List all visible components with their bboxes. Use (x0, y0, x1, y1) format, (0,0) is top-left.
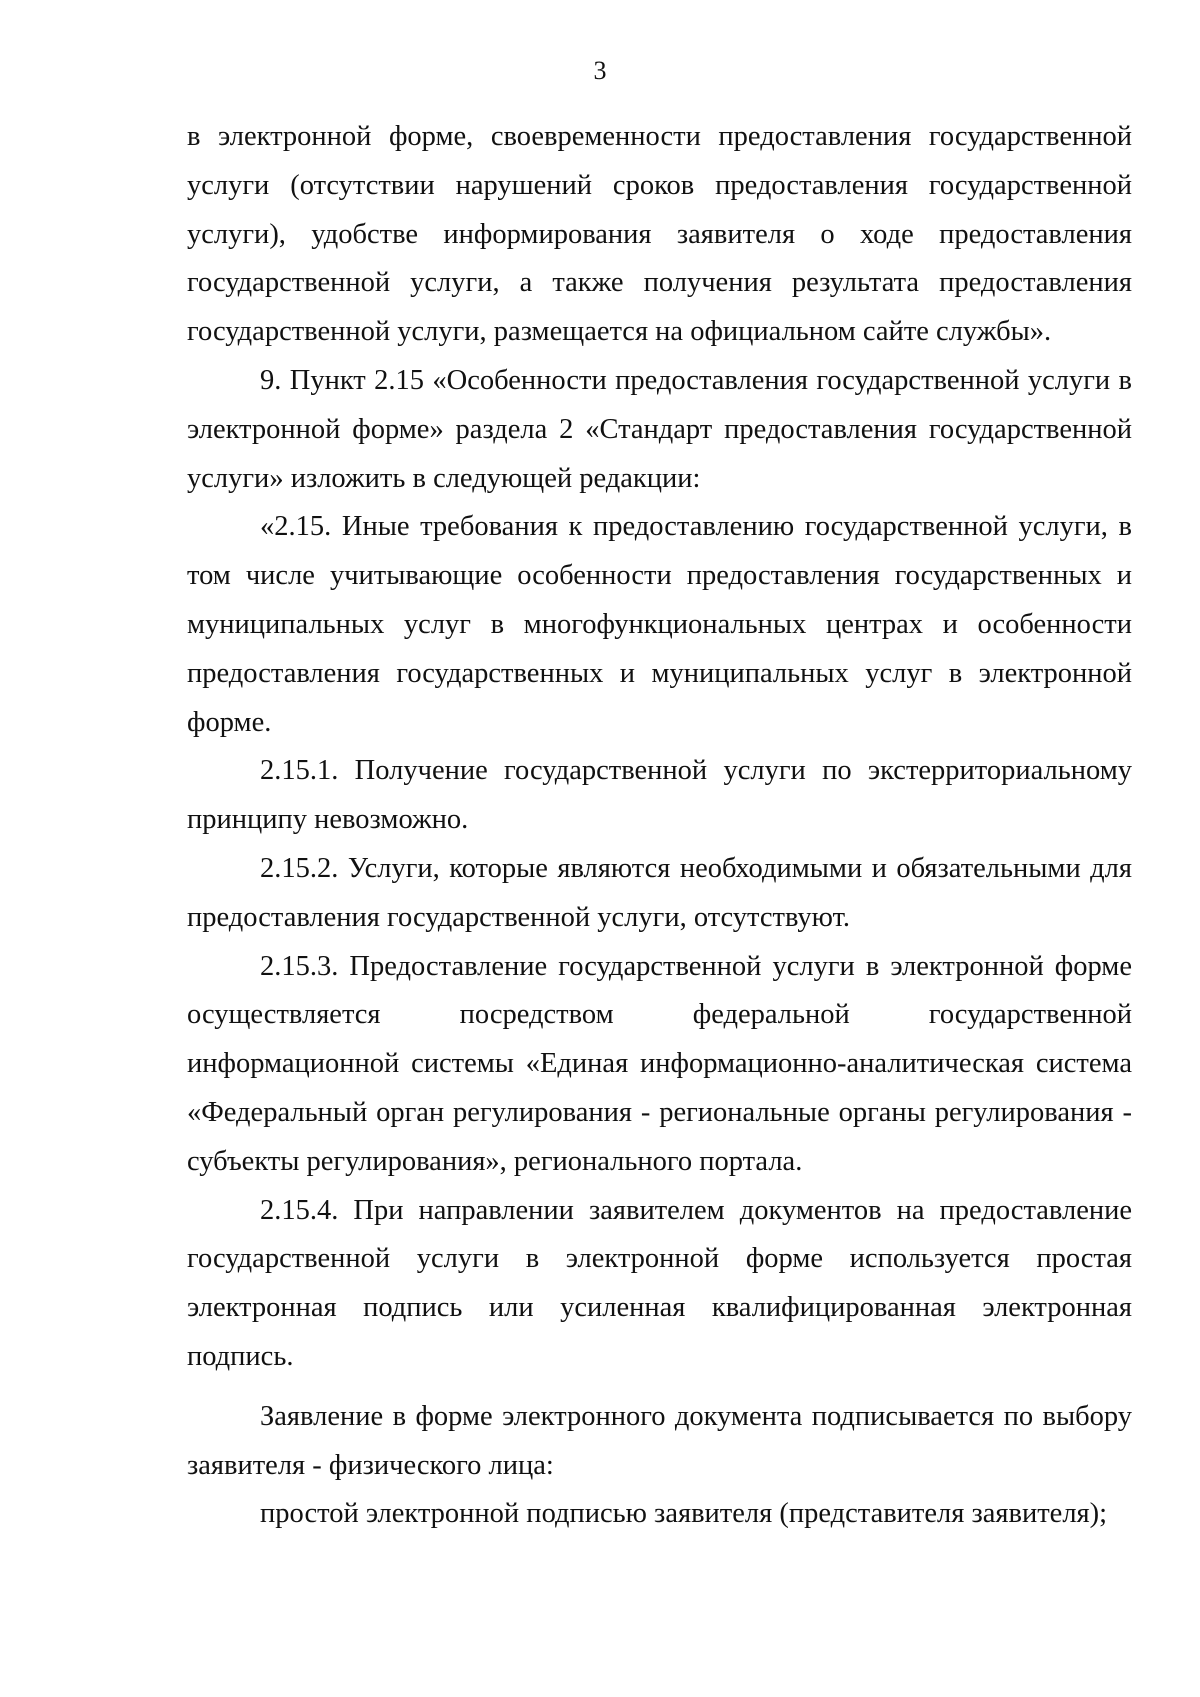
paragraph-application-signing: Заявление в форме электронного документа подписывается по выбору заявителя - физического лица: (187, 1400, 1132, 1481)
paragraph-item-9: 9. Пункт 2.15 «Особенности предоставления государственной услуги в электронной форме» раздела 2 «Стандарт предоставления государственной услуги» изложить в следующей редакции: (187, 364, 1132, 494)
paragraph-2-15-2: 2.15.2. Услуги, которые являются необходимыми и обязательными для предоставления государственной услуги, отсутствуют. (187, 852, 1132, 933)
page-number: 3 (593, 56, 607, 85)
document-body (187, 113, 1132, 1539)
paragraph-simple-signature: простой электронной подписью заявителя (представителя заявителя); (260, 1498, 1108, 1530)
paragraph-2-15-3: 2.15.3. Предоставление государственной услуги в электронной форме осуществляется посредством федеральной государственной информационной системы «Единая информационно-аналитическая система «Федеральный орган регулирования - региональные органы регулирования - субъекты регулирования», регионального портала. (187, 950, 1132, 1177)
paragraph-2-15: «2.15. Иные требования к предоставлению государственной услуги, в том числе учитывающие особенности предоставления государственных и муниципальных услуг в многофункциональных центрах и особенности предоставления государственных и муниципальных услуг в электронной форме. (187, 511, 1132, 738)
paragraph-2-15-4: 2.15.4. При направлении заявителем документов на предоставление государственной услуги в электронной форме используется простая электронная подпись или усиленная квалифицированная электронная подпись. (187, 1194, 1132, 1372)
paragraph-service-quality-info: в электронной форме, своевременности предоставления государственной услуги (отсутствии нарушений сроков предоставления государственной услуги), удобстве информирования заявителя о ходе предоставления государственной услуги, а также получения результата предоставления государственной услуги, размещается на официальном сайте службы». (187, 121, 1132, 348)
paragraph-2-15-1: 2.15.1. Получение государственной услуги по экстерриториальному принципу невозможно. (187, 755, 1132, 836)
